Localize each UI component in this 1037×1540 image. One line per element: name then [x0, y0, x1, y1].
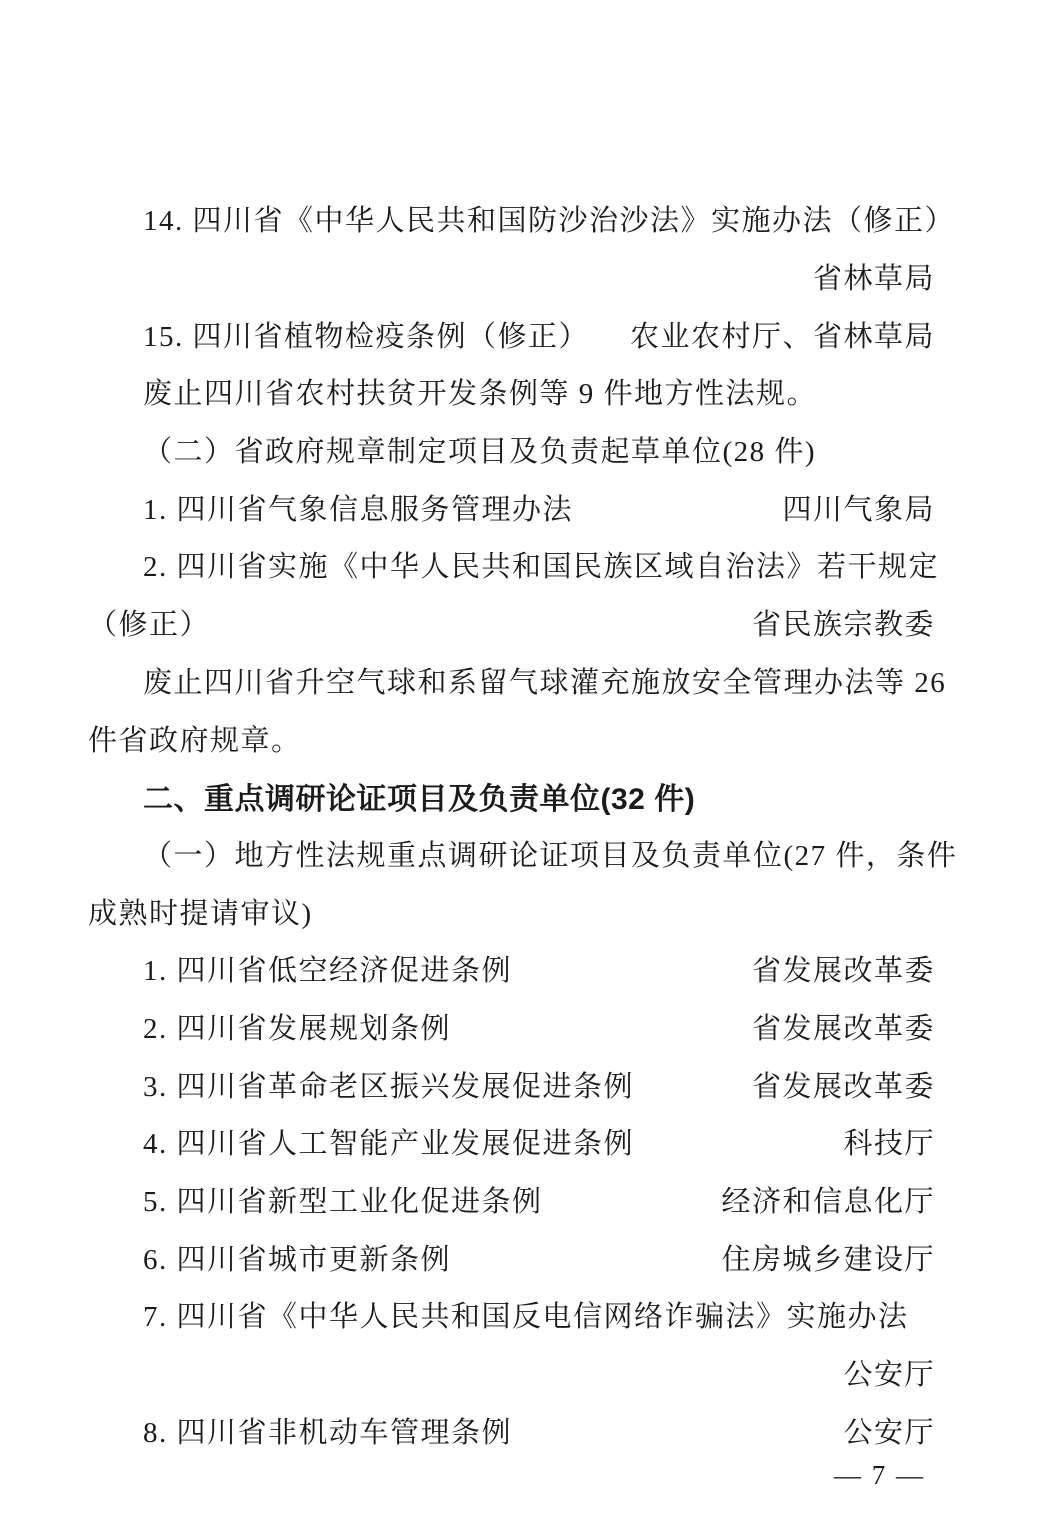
item-title: 15. 四川省植物检疫条例（修正） [143, 320, 590, 353]
responsible-unit: 经济和信息化厅 [721, 1186, 935, 1219]
document-line-research-5 [88, 1171, 935, 1229]
document-body [88, 190, 958, 1459]
document-line-repeal-rules [88, 652, 947, 710]
document-line-repeal-rules-continued [88, 709, 935, 767]
subsection-title: 成熟时提请审议) [88, 897, 313, 930]
subsection-title: （二）省政府规章制定项目及负责起草单位(28 件) [143, 436, 817, 469]
item-title: 2. 四川省实施《中华人民共和国民族区域自治法》若干规定 [143, 551, 940, 584]
page-number: — 7 — [834, 1460, 925, 1490]
responsible-unit: 公安厅 [843, 1359, 935, 1392]
item-title: 5. 四川省新型工业化促进条例 [143, 1186, 543, 1219]
paragraph-text: 件省政府规章。 [88, 724, 302, 757]
responsible-unit: 省发展改革委 [751, 1012, 935, 1045]
responsible-unit: 科技厅 [843, 1128, 935, 1161]
document-line-rule-2 [88, 536, 940, 594]
responsible-unit: 农业农村厅、省林草局 [629, 320, 935, 353]
item-title: （修正） [88, 609, 211, 642]
document-line-research-2 [88, 998, 935, 1056]
item-title: 1. 四川省低空经济促进条例 [143, 955, 513, 988]
document-line-research-4 [88, 1113, 935, 1171]
document-line-unit-only [88, 248, 935, 306]
document-line-research-6 [88, 1228, 935, 1286]
document-line-item-15 [88, 305, 935, 363]
responsible-unit: 四川气象局 [782, 493, 935, 526]
section-title: 二、重点调研论证项目及负责单位(32 件) [143, 782, 696, 816]
paragraph-text: 废止四川省农村扶贫开发条例等 9 件地方性法规。 [143, 378, 818, 411]
document-section-2-heading [88, 767, 935, 825]
item-title: 7. 四川省《中华人民共和国反电信网络诈骗法》实施办法 [143, 1301, 909, 1334]
subsection-title: （一）地方性法规重点调研论证项目及负责单位(27 件，条件 [143, 839, 958, 872]
item-title: 6. 四川省城市更新条例 [143, 1243, 452, 1276]
document-line-item-14 [88, 190, 956, 248]
document-line-research-7-unit [88, 1344, 935, 1402]
document-line-rule-1 [88, 478, 935, 536]
document-line-subsection-2-heading [88, 421, 935, 479]
item-title: 14. 四川省《中华人民共和国防沙治沙法》实施办法（修正） [143, 205, 956, 238]
responsible-unit: 公安厅 [843, 1416, 935, 1449]
item-title: 1. 四川省气象信息服务管理办法 [143, 493, 574, 526]
responsible-unit: 省林草局 [812, 263, 935, 296]
document-line-research-1 [88, 940, 935, 998]
document-line-research-8 [88, 1401, 935, 1459]
document-line-research-3 [88, 1055, 935, 1113]
responsible-unit: 住房城乡建设厅 [721, 1243, 935, 1276]
document-line-rule-2-continued [88, 594, 935, 652]
responsible-unit: 省发展改革委 [751, 1070, 935, 1103]
document-line-subsection-1-heading [88, 825, 958, 883]
paragraph-text: 废止四川省升空气球和系留气球灌充施放安全管理办法等 26 [143, 666, 947, 699]
responsible-unit: 省民族宗教委 [751, 609, 935, 642]
document-line-repeal-laws [88, 363, 935, 421]
item-title: 3. 四川省革命老区振兴发展促进条例 [143, 1070, 635, 1103]
document-line-research-7 [88, 1286, 935, 1344]
item-title: 2. 四川省发展规划条例 [143, 1012, 452, 1045]
item-title: 4. 四川省人工智能产业发展促进条例 [143, 1128, 635, 1161]
responsible-unit: 省发展改革委 [751, 955, 935, 988]
document-line-subsection-1-continued [88, 882, 935, 940]
item-title: 8. 四川省非机动车管理条例 [143, 1416, 513, 1449]
